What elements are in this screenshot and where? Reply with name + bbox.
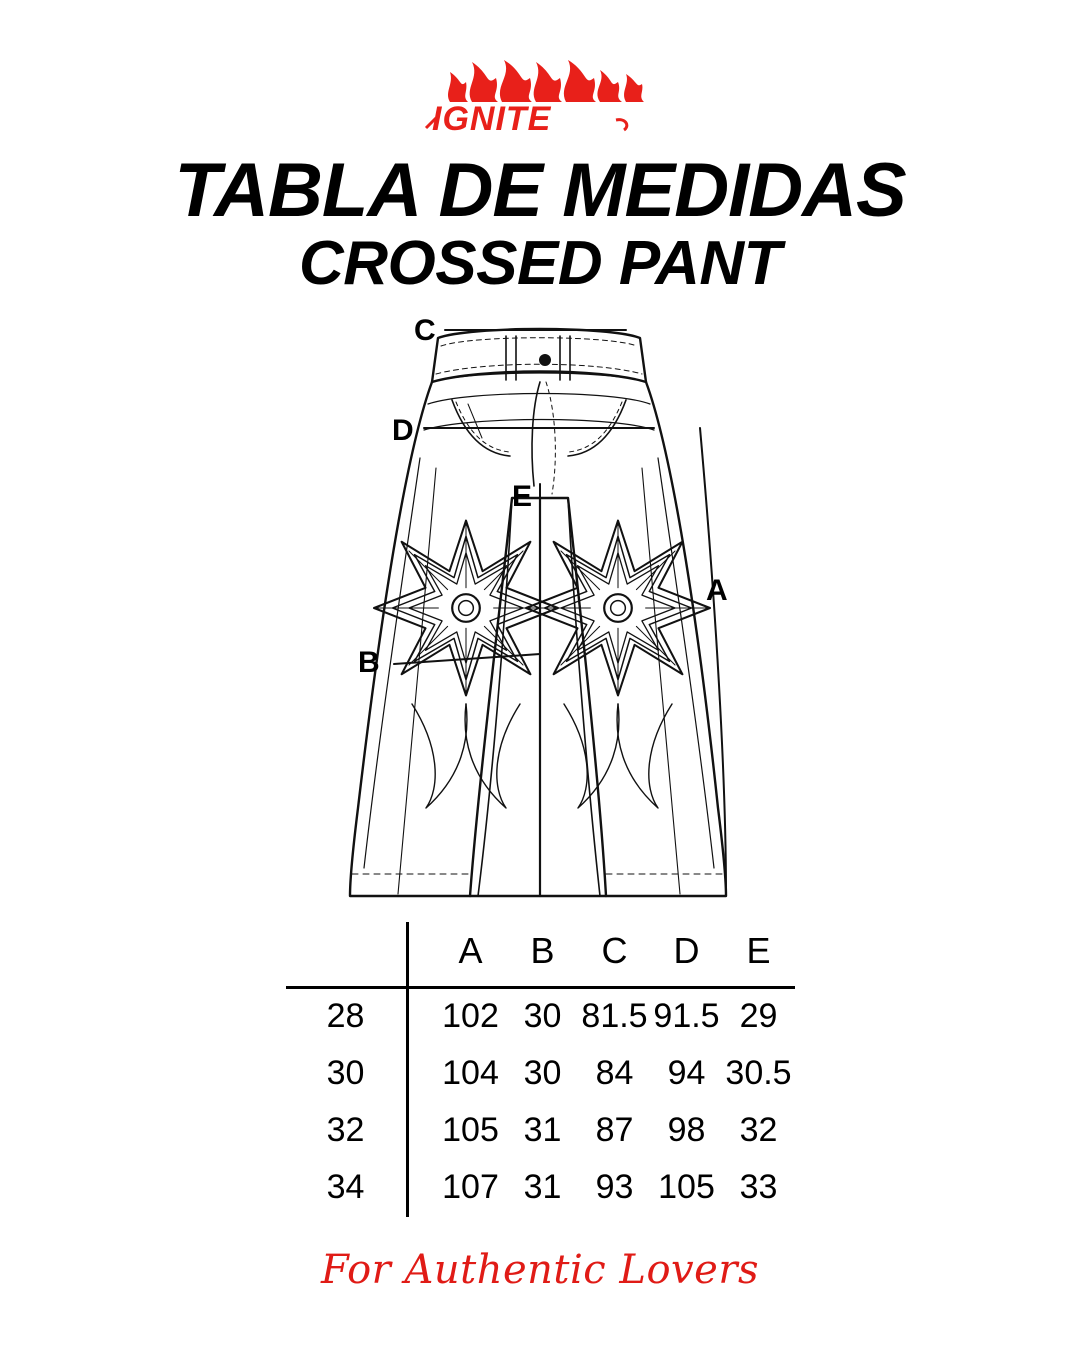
label-e: E bbox=[512, 479, 533, 513]
cell-32-b: 31 bbox=[523, 1110, 562, 1149]
spacer-cell bbox=[409, 1103, 435, 1160]
header-a: A bbox=[458, 929, 483, 971]
cell-32-d: 98 bbox=[667, 1110, 706, 1149]
cell-30-c: 84 bbox=[595, 1053, 634, 1092]
table-header-row bbox=[286, 922, 795, 986]
brand-wordmark: IGNITE bbox=[432, 100, 552, 138]
cell-28-e: 29 bbox=[739, 996, 778, 1035]
page-subtitle: CROSSED PANT bbox=[298, 228, 781, 298]
cell-30-e: 30.5 bbox=[725, 1053, 792, 1092]
cell-28-b: 30 bbox=[523, 996, 562, 1035]
row-size-32: 32 bbox=[326, 1110, 365, 1149]
cell-30-d: 94 bbox=[667, 1053, 706, 1092]
table-row bbox=[286, 1046, 795, 1103]
table-row bbox=[286, 989, 795, 1046]
size-table-wrap bbox=[0, 922, 1080, 1217]
cell-32-e: 32 bbox=[739, 1110, 778, 1149]
cell-28-a: 102 bbox=[442, 996, 499, 1035]
row-size-34: 34 bbox=[326, 1167, 365, 1206]
header-d: D bbox=[673, 929, 700, 971]
label-a: A bbox=[706, 573, 728, 607]
header-c: C bbox=[601, 929, 628, 971]
table-row bbox=[286, 1160, 795, 1217]
spacer-cell bbox=[409, 989, 435, 1046]
label-c: C bbox=[414, 313, 436, 347]
title-block bbox=[174, 148, 906, 298]
label-b: B bbox=[358, 645, 380, 679]
size-table bbox=[286, 922, 795, 1217]
cell-32-a: 105 bbox=[442, 1110, 499, 1149]
cell-34-e: 33 bbox=[739, 1167, 778, 1206]
cell-30-b: 30 bbox=[523, 1053, 562, 1092]
spacer-cell bbox=[409, 1046, 435, 1103]
cell-34-d: 105 bbox=[658, 1167, 715, 1206]
spacer-cell bbox=[409, 922, 435, 986]
flame-icon bbox=[410, 58, 670, 144]
page-title: TABLA DE MEDIDAS bbox=[174, 148, 906, 233]
label-d: D bbox=[392, 413, 414, 447]
spacer-cell bbox=[409, 1160, 435, 1217]
row-size-28: 28 bbox=[326, 996, 365, 1035]
cell-30-a: 104 bbox=[442, 1053, 499, 1092]
table-row bbox=[286, 1103, 795, 1160]
brand-logo bbox=[410, 58, 670, 144]
header-size bbox=[286, 922, 408, 986]
cell-28-c: 81.5 bbox=[581, 996, 648, 1035]
cell-34-b: 31 bbox=[523, 1167, 562, 1206]
cell-34-a: 107 bbox=[442, 1167, 499, 1206]
cell-34-c: 93 bbox=[595, 1167, 634, 1206]
cell-32-c: 87 bbox=[595, 1110, 634, 1149]
cell-28-d: 91.5 bbox=[653, 996, 720, 1035]
header-e: E bbox=[746, 929, 771, 971]
technical-drawing bbox=[0, 308, 1080, 918]
header-b: B bbox=[530, 929, 555, 971]
footer-tagline: For Authentic Lovers bbox=[321, 1246, 759, 1293]
row-size-30: 30 bbox=[326, 1053, 365, 1092]
